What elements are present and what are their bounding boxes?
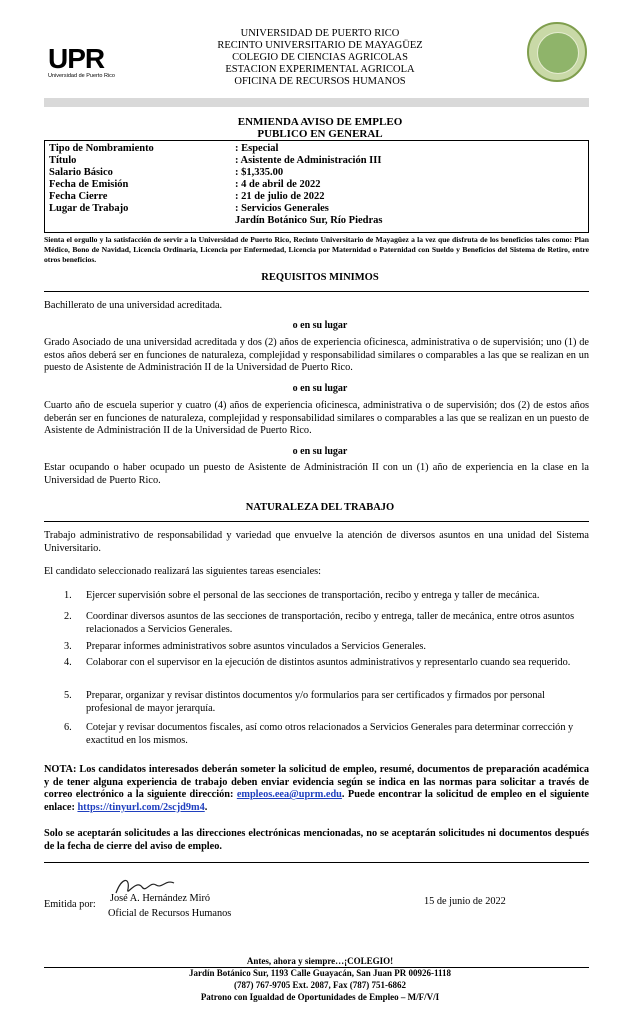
detail-value: : Especial	[235, 143, 279, 154]
or-label: o en su lugar	[292, 383, 348, 394]
detail-value: : 4 de abril de 2022	[235, 179, 321, 190]
divider	[44, 862, 589, 863]
detail-label: Salario Básico	[49, 167, 113, 178]
footer-phone: (787) 767-9705 Ext. 2087, Fax (787) 751-6862	[234, 980, 406, 990]
nota-text: NOTA: Los candidatos interesados deberán someter la solicitud de empleo, resumé, documentos de preparación académica y de tener alguna experiencia de trabajo deben enviar evidencia según se indica en las normas para solicitar a través de correo electrónico a la siguiente dirección: empleos.eea@uprm.edu. Puede encontrar la solicitud de empleo en el siguiente enlace: https://tinyurl.com/2scjd9m4.	[44, 764, 589, 813]
header-line-2: RECINTO UNIVERSITARIO DE MAYAGÜEZ	[217, 40, 423, 51]
detail-value: : $1,335.00	[235, 167, 284, 178]
detail-value: : 21 de julio de 2022	[235, 191, 325, 202]
details-box	[44, 140, 589, 233]
emitida-label: Emitida por:	[44, 899, 96, 910]
divider	[44, 521, 589, 522]
detail-label: Fecha de Emisión	[49, 179, 129, 190]
signature-date: 15 de junio de 2022	[424, 896, 506, 907]
naturaleza-heading: NATURALEZA DEL TRABAJO	[245, 502, 395, 513]
benefits-text: Sienta el orgullo y la satisfacción de servir a la Universidad de Puerto Rico, Recinto Universitario de Mayagüez a la vez que disfruta de los beneficios tales como: Plan Médico, Bono de Navidad, Licencia Ordinaria, Licencia por Enfermedad, Licencia por Maternidad o Paternidad con Sueldo y Beneficios del Sistema de Retiro, entre otros beneficios.	[44, 235, 589, 264]
tasks-intro: El candidato seleccionado realizará las siguientes tareas esenciales:	[44, 566, 322, 577]
footer-motto: Antes, ahora y siempre…¡COLEGIO!	[246, 956, 394, 966]
requisito-2: Grado Asociado de una universidad acreditada y dos (2) años de experiencia oficinesca, administrativa o de supervisión; uno (1) de estos años deberá ser en funciones de naturaleza, complejidad y responsabilidad similares o comparables a las que se realizan en un puesto de Asistente de Administración II de la Universidad de Puerto Rico.	[44, 337, 589, 373]
detail-value: : Asistente de Administración III	[235, 155, 382, 166]
header-line-5: OFICINA DE RECURSOS HUMANOS	[234, 76, 406, 87]
detail-value: Jardín Botánico Sur, Río Piedras	[235, 215, 383, 226]
closing-text: Solo se aceptarán solicitudes a las direcciones electrónicas mencionadas, no se aceptarán solicitudes ni documentos después de la fecha de cierre del aviso de empleo.	[44, 828, 589, 852]
footer-address: Jardín Botánico Sur, 1193 Calle Guayacán, San Juan PR 00926-1118	[189, 968, 451, 978]
requisitos-heading: REQUISITOS MINIMOS	[261, 272, 379, 283]
logo-subtext: Universidad de Puerto Rico	[48, 73, 115, 79]
naturaleza-text: Trabajo administrativo de responsabilidad y variedad que envuelve la atención de diversos asuntos en una unidad del Sistema Universitario.	[44, 530, 589, 554]
detail-label: Título	[49, 155, 77, 166]
header-divider	[44, 98, 589, 107]
footer-equal: Patrono con Igualdad de Oportunidades de Empleo – M/F/V/I	[200, 992, 440, 1002]
header-line-4: ESTACION EXPERIMENTAL AGRICOLA	[225, 64, 415, 75]
title-line-1: ENMIENDA AVISO DE EMPLEO	[237, 116, 403, 128]
requisito-1: Bachillerato de una universidad acreditada.	[44, 300, 223, 311]
divider	[44, 291, 589, 292]
detail-label: Fecha Cierre	[49, 191, 108, 202]
or-label: o en su lugar	[292, 446, 348, 457]
email-link[interactable]: empleos.eea@uprm.edu	[236, 789, 342, 800]
requisito-4: Estar ocupando o haber ocupado un puesto de Asistente de Administración II con un (1) año de experiencia en la clase en la Universidad de Puerto Rico.	[44, 462, 589, 486]
logo-text: UPR	[48, 43, 105, 74]
requisito-3: Cuarto año de escuela superior y cuatro (4) años de experiencia oficinesca, administrativa o de supervisión; dos (2) de estos años deberán ser en funciones de naturaleza, complejidad y responsabilidad similares o comparables a las que se realizan en un puesto de Asistente de Administración II de la Universidad de Puerto Rico.	[44, 400, 589, 436]
or-label: o en su lugar	[292, 320, 348, 331]
header-line-1: UNIVERSIDAD DE PUERTO RICO	[240, 28, 400, 39]
detail-label: Tipo de Nombramiento	[49, 143, 154, 154]
header-line-3: COLEGIO DE CIENCIAS AGRICOLAS	[232, 52, 408, 63]
signer-role: Oficial de Recursos Humanos	[108, 908, 232, 919]
title-line-2: PUBLICO EN GENERAL	[257, 128, 383, 140]
signer-name: José A. Hernández Miró	[110, 893, 211, 904]
detail-label: Lugar de Trabajo	[49, 203, 129, 214]
detail-value: : Servicios Generales	[235, 203, 329, 214]
seal-icon	[527, 22, 587, 82]
application-link[interactable]: https://tinyurl.com/2scjd9m4	[77, 801, 205, 813]
